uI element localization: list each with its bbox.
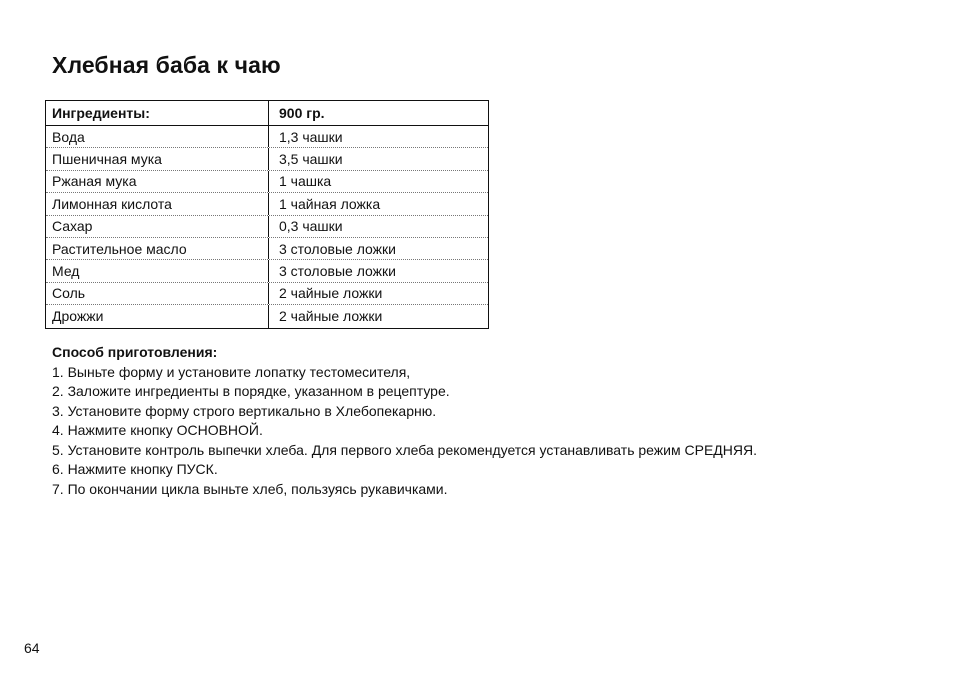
ingredient-amount: 1,3 чашки	[279, 128, 343, 145]
table-row	[46, 126, 488, 148]
table-row	[46, 216, 488, 238]
ingredient-amount: 1 чашка	[279, 173, 332, 190]
ingredient-amount: 3 столовые ложки	[279, 263, 396, 280]
method-step: 4. Нажмите кнопку ОСНОВНОЙ.	[52, 422, 263, 438]
method-step: 1. Выньте форму и установите лопатку тестомесителя,	[52, 363, 411, 380]
page-title: Хлебная баба к чаю	[52, 52, 281, 78]
ingredient-name: Мед	[46, 260, 269, 281]
ingredient-name: Дрожжи	[46, 305, 269, 327]
ingredient-name: Сахар	[46, 216, 269, 237]
table-row	[46, 193, 488, 215]
table-header-ingredients: Ингредиенты:	[46, 101, 269, 125]
ingredient-amount: 2 чайные ложки	[279, 285, 383, 302]
ingredient-amount: 1 чайная ложка	[279, 195, 381, 212]
method-step: 6. Нажмите кнопку ПУСК.	[52, 461, 218, 477]
ingredient-name: Соль	[46, 283, 269, 304]
ingredient-name: Пшеничная мука	[46, 148, 269, 169]
ingredient-name: Лимонная кислота	[46, 193, 269, 214]
ingredient-amount: 3 столовые ложки	[279, 240, 396, 257]
table-row	[46, 305, 488, 327]
ingredient-name: Вода	[46, 126, 269, 147]
table-row	[46, 171, 488, 193]
preparation-method	[52, 343, 757, 499]
ingredient-amount: 0,3 чашки	[279, 218, 343, 235]
ingredient-amount: 2 чайные ложки	[279, 308, 383, 325]
method-step: 3. Установите форму строго вертикально в Хлебопекарню.	[52, 402, 437, 419]
table-row	[46, 148, 488, 170]
ingredient-name: Ржаная мука	[46, 171, 269, 192]
table-row	[46, 260, 488, 282]
page-number: 64	[24, 640, 40, 656]
table-header-row	[46, 101, 488, 126]
method-step: 5. Установите контроль выпечки хлеба. Для первого хлеба рекомендуется устанавливать режим СРЕДНЯЯ.	[52, 441, 757, 458]
table-row	[46, 238, 488, 260]
ingredient-name: Растительное масло	[46, 238, 269, 259]
ingredient-amount: 3,5 чашки	[279, 151, 343, 168]
table-row	[46, 283, 488, 305]
ingredients-table	[45, 100, 489, 329]
method-step: 7. По окончании цикла выньте хлеб, пользуясь рукавичками.	[52, 480, 448, 497]
method-step: 2. Заложите ингредиенты в порядке, указанном в рецептуре.	[52, 383, 450, 399]
table-header-amount: 900 гр.	[279, 105, 325, 121]
method-heading: Способ приготовления:	[52, 344, 218, 360]
